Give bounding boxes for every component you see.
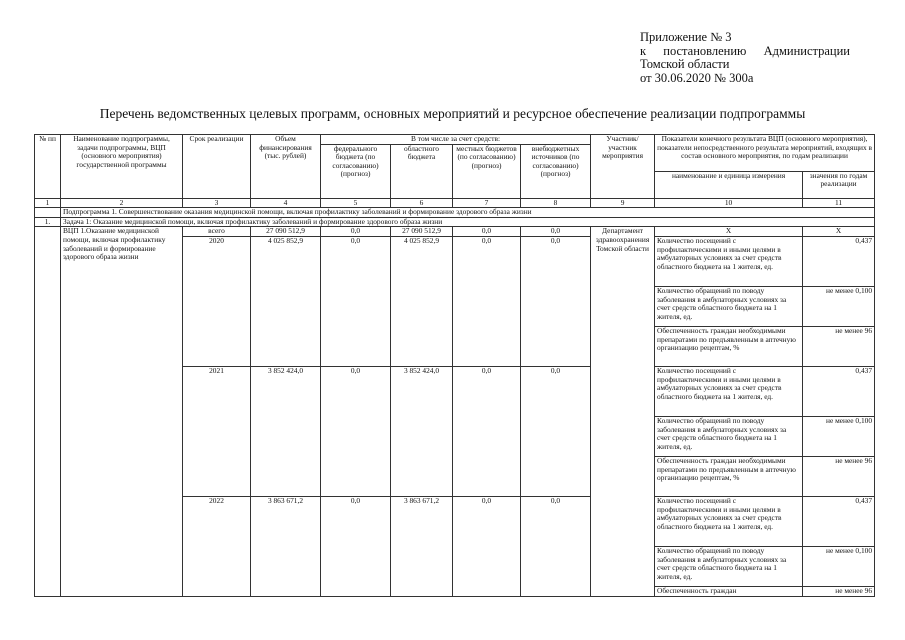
year-regional: 3 863 671,2 [391, 496, 453, 596]
appendix-word: Администрации [763, 43, 850, 58]
indicator-value: не менее 0,100 [803, 286, 875, 326]
header-participant: Участник/ участник мероприятия [591, 135, 655, 199]
subprogram-title: Подпрограмма 1. Совершенствование оказания медицинской помощи, включая профилактику заболеваний и формирование здорового образа жизни [61, 208, 875, 218]
header-extra: внебюджетных источников (по согласованию) (прогноз) [521, 144, 591, 198]
empty-cell [35, 208, 61, 218]
appendix-number: Приложение № 3 [640, 30, 732, 44]
header-row [35, 135, 875, 145]
empty-cell [35, 227, 61, 596]
task-row [35, 217, 875, 227]
indicator-value: не менее 96 [803, 456, 875, 496]
indicator-value: 0,437 [803, 366, 875, 416]
year-term: 2022 [183, 496, 251, 596]
column-number: 7 [453, 198, 521, 208]
program-table [34, 134, 875, 597]
year-extra: 0,0 [521, 366, 591, 496]
indicator-name: Количество посещений с профилактическими и иными целями в амбулаторных условиях за счет средств областного бюджета на 1 жителя, ед. [655, 366, 803, 416]
vcp-total-row [35, 227, 875, 237]
column-number: 4 [251, 198, 321, 208]
indicator-name: Количество обращений по поводу заболевания в амбулаторных условиях за счет средств областного бюджета на 1 жителя, ед. [655, 546, 803, 586]
header-num: № пп [35, 135, 61, 199]
appendix-word: постановлению [663, 43, 747, 58]
indicator-value: 0,437 [803, 236, 875, 286]
year-local: 0,0 [453, 496, 521, 596]
total-regional: 27 090 512,9 [391, 227, 453, 237]
column-number: 9 [591, 198, 655, 208]
total-federal: 0,0 [321, 227, 391, 237]
indicator-name: Обеспеченность граждан [655, 586, 803, 596]
header-federal: федерального бюджета (по согласованию) (прогноз) [321, 144, 391, 198]
header-term: Срок реализации [183, 135, 251, 199]
appendix-region: Томской области [640, 57, 730, 71]
header-indicator-value: значения по годам реализации [803, 171, 875, 198]
column-number: 11 [803, 198, 875, 208]
indicator-value: не менее 96 [803, 586, 875, 596]
column-number: 5 [321, 198, 391, 208]
column-number: 6 [391, 198, 453, 208]
document-title: Перечень ведомственных целевых программ, основных мероприятий и ресурсное обеспечение реализации подпрограммы [99, 106, 806, 121]
header-volume: Объем финансирования (тыс. рублей) [251, 135, 321, 199]
year-term: 2021 [183, 366, 251, 496]
subprogram-row [35, 208, 875, 218]
appendix-date: от 30.06.2020 № 300а [640, 70, 754, 85]
header-including: В том числе за счет средств: [321, 135, 591, 145]
header-regional: областного бюджета [391, 144, 453, 198]
year-local: 0,0 [453, 236, 521, 366]
appendix-block [640, 31, 850, 85]
column-number: 8 [521, 198, 591, 208]
year-regional: 3 852 424,0 [391, 366, 453, 496]
task-title: Задача 1: Оказание медицинской помощи, включая профилактику заболеваний и формирование здорового образа жизни [61, 217, 875, 227]
total-term: всего [183, 227, 251, 237]
indicator-name: Количество посещений с профилактическими и иными целями в амбулаторных условиях за счет средств областного бюджета на 1 жителя, ед. [655, 496, 803, 546]
indicator-value: 0,437 [803, 496, 875, 546]
header-indicator-name: наименование и единица измерения [655, 171, 803, 198]
total-indicator-name: Х [655, 227, 803, 237]
column-number-row [35, 198, 875, 208]
column-number: 3 [183, 198, 251, 208]
task-number: 1. [35, 217, 61, 227]
year-regional: 4 025 852,9 [391, 236, 453, 366]
header-indicators: Показатели конечного результата ВЦП (основного мероприятия), показатели непосредственного результата мероприятий, входящих в состав основного мероприятия, по годам реализации [655, 135, 875, 172]
header-name: Наименование подпрограммы, задачи подпрограммы, ВЦП (основного мероприятия) государственной программы [61, 135, 183, 199]
appendix-resolution-line [640, 45, 850, 59]
year-extra: 0,0 [521, 236, 591, 366]
indicator-name: Количество обращений по поводу заболевания в амбулаторных условиях за счет средств областного бюджета на 1 жителя, ед. [655, 286, 803, 326]
total-extra: 0,0 [521, 227, 591, 237]
indicator-value: не менее 0,100 [803, 416, 875, 456]
indicator-name: Обеспеченность граждан необходимыми препаратами по предъявленным в аптечную организацию рецептам, % [655, 326, 803, 366]
year-local: 0,0 [453, 366, 521, 496]
year-extra: 0,0 [521, 496, 591, 596]
year-volume: 3 863 671,2 [251, 496, 321, 596]
indicator-value: не менее 96 [803, 326, 875, 366]
year-federal: 0,0 [321, 236, 391, 366]
indicator-value: не менее 0,100 [803, 546, 875, 586]
year-federal: 0,0 [321, 496, 391, 596]
total-indicator-value: Х [803, 227, 875, 237]
indicator-name: Количество обращений по поводу заболевания в амбулаторных условиях за счет средств областного бюджета на 1 жителя, ед. [655, 416, 803, 456]
appendix-word: к [640, 43, 647, 58]
year-volume: 3 852 424,0 [251, 366, 321, 496]
year-federal: 0,0 [321, 366, 391, 496]
indicator-name: Обеспеченность граждан необходимыми препаратами по предъявленным в аптечную организацию рецептам, % [655, 456, 803, 496]
vcp-participant: Департамент здравоохранения Томской области [591, 227, 655, 596]
header-local: местных бюджетов (по согласованию) (прогноз) [453, 144, 521, 198]
indicator-name: Количество посещений с профилактическими и иными целями в амбулаторных условиях за счет средств областного бюджета на 1 жителя, ед. [655, 236, 803, 286]
year-volume: 4 025 852,9 [251, 236, 321, 366]
total-local: 0,0 [453, 227, 521, 237]
column-number: 1 [35, 198, 61, 208]
column-number: 2 [61, 198, 183, 208]
column-number: 10 [655, 198, 803, 208]
year-term: 2020 [183, 236, 251, 366]
total-volume: 27 090 512,9 [251, 227, 321, 237]
vcp-name: ВЦП 1.Оказание медицинской помощи, включая профилактику заболеваний и формирование здорового образа жизни [61, 227, 183, 596]
